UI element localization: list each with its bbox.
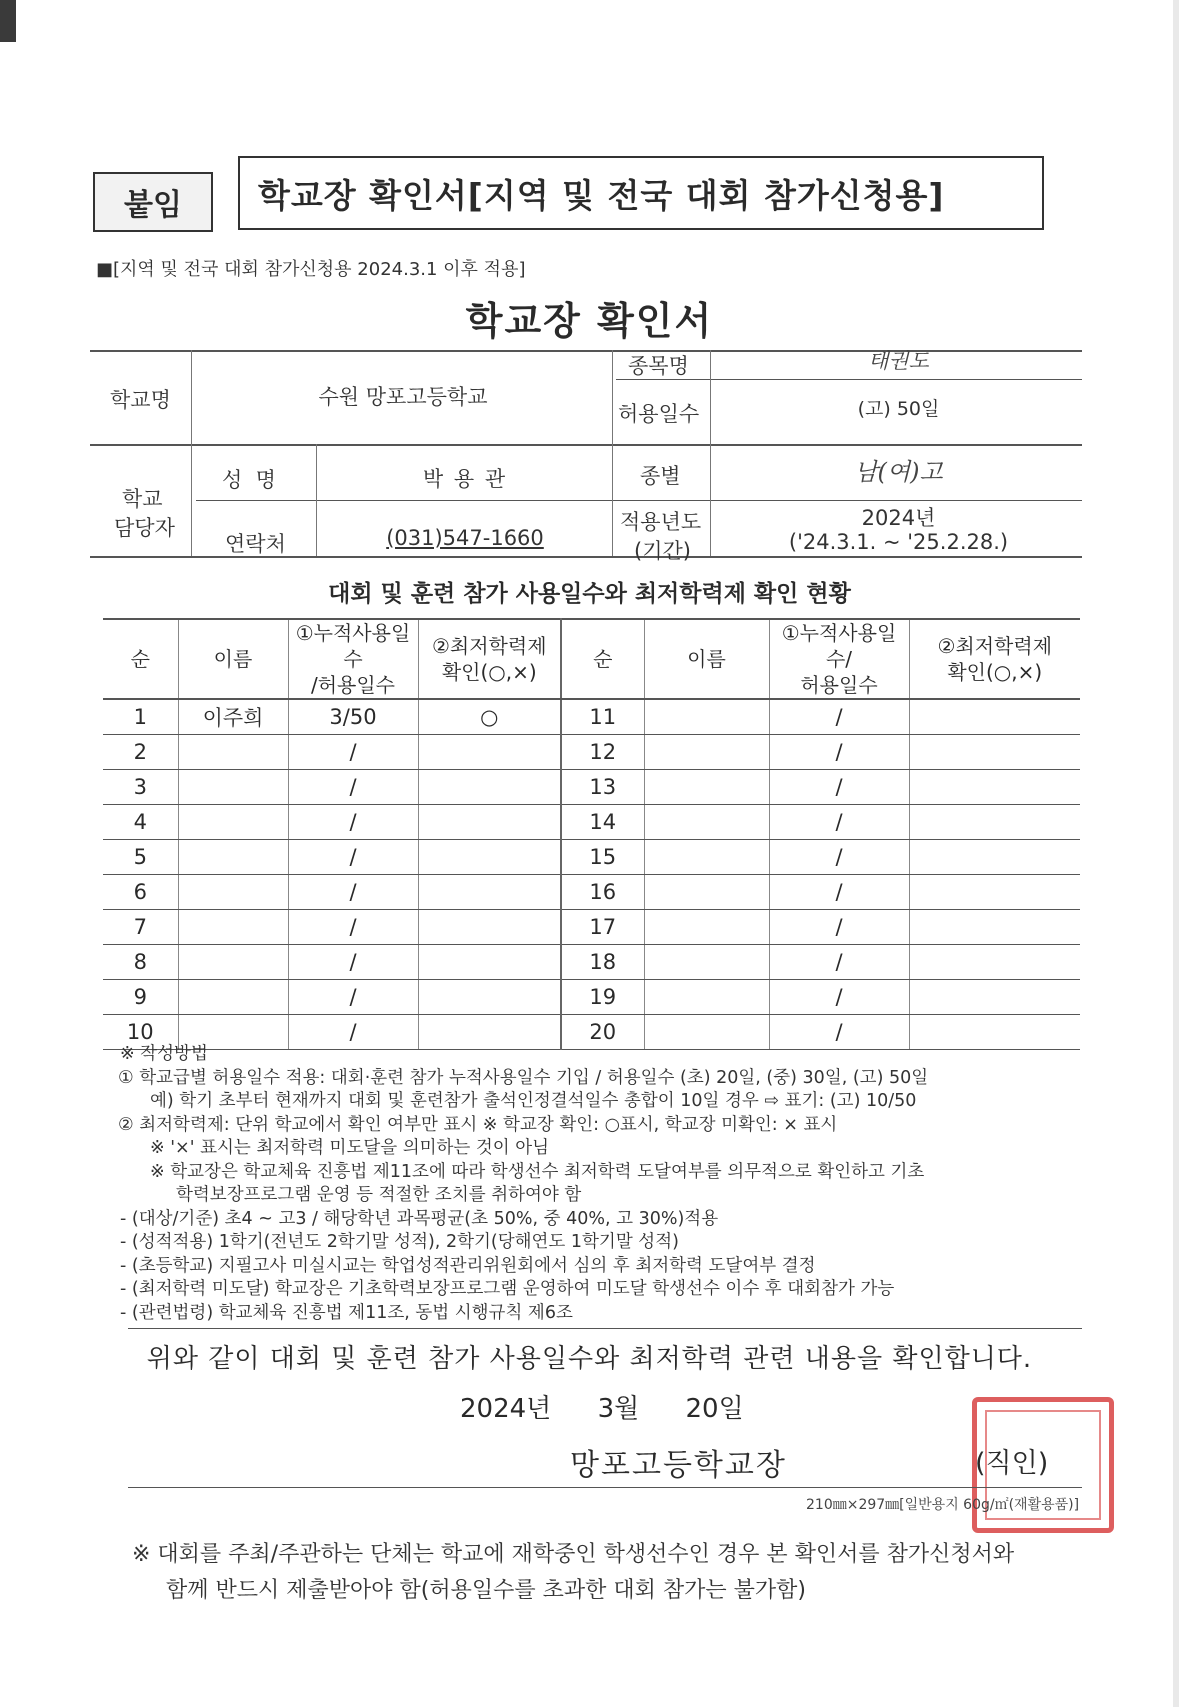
cell-days-right: / — [769, 980, 909, 1015]
staff-label-2: 담당자 — [114, 516, 175, 540]
cell-days-right: / — [769, 805, 909, 840]
date-year: 2024년 — [460, 1394, 552, 1424]
cell-no-right: 13 — [561, 770, 644, 805]
document-box-title: 학교장 확인서[지역 및 전국 대회 참가신청용] — [238, 156, 1044, 230]
cell-check-right — [909, 840, 1080, 875]
cell-days-right: / — [769, 840, 909, 875]
col-header-check-right-line2: 확인(○,×) — [947, 660, 1043, 684]
cell-check — [418, 945, 561, 980]
cell-name — [178, 770, 288, 805]
cell-check: ○ — [418, 699, 561, 735]
cell-no: 5 — [103, 840, 178, 875]
cell-check — [418, 840, 561, 875]
cell-check-right — [909, 945, 1080, 980]
cell-days: / — [288, 735, 418, 770]
allowed-days-label: 허용일수 — [618, 402, 700, 426]
table-row — [103, 840, 1080, 875]
cell-days: / — [288, 980, 418, 1015]
cell-days: / — [288, 1015, 418, 1050]
grid-line — [90, 444, 1082, 446]
cell-check-right — [909, 699, 1080, 735]
cell-no: 6 — [103, 875, 178, 910]
cell-name-right — [644, 945, 769, 980]
cell-check-right — [909, 805, 1080, 840]
issue-date — [460, 1388, 782, 1425]
cell-name — [178, 875, 288, 910]
cell-name-right — [644, 910, 769, 945]
cell-name-right — [644, 735, 769, 770]
cell-days-right: / — [769, 735, 909, 770]
cell-days-right: / — [769, 699, 909, 735]
cell-days-right: / — [769, 945, 909, 980]
staff-name-label: 성 명 — [222, 468, 276, 492]
table-row — [103, 770, 1080, 805]
staff-label-1: 학교 — [122, 487, 163, 511]
submission-note-line2: 함께 반드시 제출받아야 함(허용일수를 초과한 대회 참가는 불가함) — [166, 1578, 806, 1603]
cell-check — [418, 980, 561, 1015]
cell-name — [178, 980, 288, 1015]
table-header-row — [103, 619, 1080, 699]
cell-name — [178, 735, 288, 770]
note-2-sub-a: ※ '×' 표시는 최저학력 미도달을 의미하는 것이 아님 — [150, 1138, 550, 1158]
cell-name-right — [644, 875, 769, 910]
year-label-2: (기간) — [634, 539, 691, 563]
cell-no-right: 19 — [561, 980, 644, 1015]
cell-no-right: 16 — [561, 875, 644, 910]
cell-days: / — [288, 875, 418, 910]
note-1-example: 예) 학기 초부터 현재까지 대회 및 훈련참가 출석인정결석일수 총합이 10일 경우 ⇨ 표기: (고) 10/50 — [150, 1091, 917, 1111]
paper-edge — [1173, 0, 1179, 1707]
seal-label: (직인) — [975, 1448, 1049, 1479]
cell-name-right — [644, 805, 769, 840]
cell-check — [418, 875, 561, 910]
cell-name — [178, 840, 288, 875]
grid-line — [196, 500, 1082, 501]
note-dash-3: - (초등학교) 지필고사 미실시교는 학업성적관리위원회에서 심의 후 최저학력 도달여부 결정 — [120, 1255, 816, 1276]
note-1: ① 학교급별 허용일수 적용: 대회·훈련 참가 누적사용일수 기입 / 허용일수 (초) 20일, (중) 30일, (고) 50일 — [118, 1067, 929, 1088]
period-value: ('24.3.1. ~ '25.2.28.) — [788, 530, 1009, 554]
cell-no: 2 — [103, 735, 178, 770]
school-name-label: 학교명 — [110, 388, 171, 412]
cell-no: 4 — [103, 805, 178, 840]
cell-name-right — [644, 980, 769, 1015]
cell-check — [418, 770, 561, 805]
cell-no-right: 18 — [561, 945, 644, 980]
school-name-value: 수원 망포고등학교 — [318, 385, 488, 409]
cell-days-right: / — [769, 910, 909, 945]
cell-check-right — [909, 980, 1080, 1015]
cell-no: 7 — [103, 910, 178, 945]
cell-no-right: 20 — [561, 1015, 644, 1050]
col-header-check-line2: 확인(○,×) — [441, 660, 537, 684]
grid-line — [316, 444, 317, 556]
note-dash-4: - (최저학력 미도달) 학교장은 기초학력보장프로그램 운영하여 미도달 학생선수 이수 후 대회참가 가능 — [120, 1279, 895, 1299]
cell-days: / — [288, 945, 418, 980]
table-row — [103, 980, 1080, 1015]
divider — [128, 1328, 1082, 1329]
cell-days-right: / — [769, 770, 909, 805]
col-header-check — [418, 619, 561, 699]
col-header-days-line1: ①누적사용일수 — [295, 621, 411, 671]
paper-spec: 210㎜×297㎜[일반용지 60g/㎡(재활용품)] — [806, 1497, 1080, 1513]
cell-check-right — [909, 875, 1080, 910]
cell-no-right: 12 — [561, 735, 644, 770]
cell-days-right: / — [769, 1015, 909, 1050]
col-header-no-right: 순 — [561, 619, 644, 699]
grid-line — [191, 350, 192, 556]
cell-check-right — [909, 910, 1080, 945]
cell-name: 이주희 — [178, 699, 288, 735]
cell-days: / — [288, 805, 418, 840]
cell-no-right: 11 — [561, 699, 644, 735]
col-header-check-line1: ②최저학력제 — [431, 634, 547, 658]
col-header-check-right — [909, 619, 1080, 699]
table-row — [103, 945, 1080, 980]
section-title: 대회 및 훈련 참가 사용일수와 최저학력제 확인 현황 — [328, 581, 851, 607]
attachment-label: 붙임 — [93, 172, 213, 232]
contact-label: 연락처 — [225, 532, 286, 556]
cell-check — [418, 805, 561, 840]
cell-no: 8 — [103, 945, 178, 980]
table-row — [103, 875, 1080, 910]
event-label: 종목명 — [628, 354, 689, 378]
year-value: 2024년 — [861, 506, 936, 530]
cell-days-right: / — [769, 875, 909, 910]
divider — [128, 1487, 1082, 1488]
col-header-days-right — [769, 619, 909, 699]
col-header-check-right-line1: ②최저학력제 — [937, 634, 1053, 658]
cell-no: 10 — [103, 1015, 178, 1050]
cell-no: 9 — [103, 980, 178, 1015]
col-header-name: 이름 — [178, 619, 288, 699]
instructions — [120, 1043, 1080, 1325]
cell-name-right — [644, 840, 769, 875]
date-month: 3월 — [597, 1394, 640, 1424]
applicability-note: ■[지역 및 전국 대회 참가신청용 2024.3.1 이후 적용] — [96, 259, 526, 280]
cell-check-right — [909, 735, 1080, 770]
col-header-name-right: 이름 — [644, 619, 769, 699]
cell-check-right — [909, 770, 1080, 805]
submission-note-line1: ※ 대회를 주최/주관하는 단체는 학교에 재학중인 학생선수인 경우 본 확인서를 참가신청서와 — [132, 1542, 1015, 1567]
col-header-days-right-line2: 허용일수 — [800, 673, 878, 697]
contact-value: (031)547-1660 — [386, 526, 544, 550]
table-row — [103, 699, 1080, 735]
grid-line — [710, 350, 711, 556]
table-row — [103, 805, 1080, 840]
cell-name-right — [644, 699, 769, 735]
col-header-no: 순 — [103, 619, 178, 699]
gender-label: 종별 — [640, 464, 681, 488]
cell-days: / — [288, 840, 418, 875]
cell-check — [418, 910, 561, 945]
col-header-days-right-line1: ①누적사용일수/ — [781, 621, 897, 671]
col-header-days — [288, 619, 418, 699]
cell-name — [178, 945, 288, 980]
note-dash-5: - (관련법령) 학교체육 진흥법 제11조, 동법 시행규칙 제6조 — [120, 1302, 573, 1323]
scan-corner-mark — [0, 0, 16, 42]
staff-name-value: 박 용 관 — [422, 467, 508, 491]
col-header-days-line2: /허용일수 — [310, 673, 396, 697]
date-day: 20일 — [685, 1394, 744, 1424]
grid-line — [612, 350, 613, 556]
cell-name — [178, 910, 288, 945]
event-value: 태권도 — [868, 349, 929, 373]
confirmation-statement: 위와 같이 대회 및 훈련 참가 사용일수와 최저학력 관련 내용을 확인합니다. — [146, 1344, 1033, 1374]
year-label-1: 적용년도 — [620, 510, 702, 534]
note-2-sub-c: 학력보장프로그램 운영 등 적절한 조치를 취하여야 함 — [176, 1185, 582, 1205]
cell-no-right: 14 — [561, 805, 644, 840]
cell-days: / — [288, 910, 418, 945]
note-dash-2: - (성적적용) 1학기(전년도 2학기말 성적), 2학기(당해연도 1학기말 성적) — [120, 1232, 679, 1252]
cell-name — [178, 805, 288, 840]
submission-note — [132, 1537, 1014, 1609]
usage-table — [103, 618, 1080, 1050]
page-title: 학교장 확인서 — [465, 299, 714, 343]
table-row — [103, 735, 1080, 770]
cell-no: 3 — [103, 770, 178, 805]
note-2-sub-b: ※ 학교장은 학교체육 진흥법 제11조에 따라 학생선수 최저학력 도달여부를 의무적으로 확인하고 기초 — [150, 1161, 925, 1182]
cell-name-right — [644, 770, 769, 805]
allowed-days-value: (고) 50일 — [857, 398, 940, 420]
cell-no-right: 15 — [561, 840, 644, 875]
note-2: ② 최저학력제: 단위 학교에서 확인 여부만 표시 ※ 학교장 확인: ○표시, 학교장 미확인: × 표시 — [118, 1114, 838, 1135]
gender-value: 남(여)고 — [854, 458, 943, 486]
cell-check — [418, 735, 561, 770]
cell-days: 3/50 — [288, 699, 418, 735]
principal-title: 망포고등학교장 — [570, 1448, 787, 1483]
table-row — [103, 910, 1080, 945]
note-dash-1: - (대상/기준) 초4 ~ 고3 / 해당학년 과목평균(초 50%, 중 40%, 고 30%)적용 — [120, 1208, 719, 1229]
cell-no: 1 — [103, 699, 178, 735]
cell-days: / — [288, 770, 418, 805]
notes-heading: ※ 작성방법 — [120, 1044, 208, 1064]
cell-no-right: 17 — [561, 910, 644, 945]
